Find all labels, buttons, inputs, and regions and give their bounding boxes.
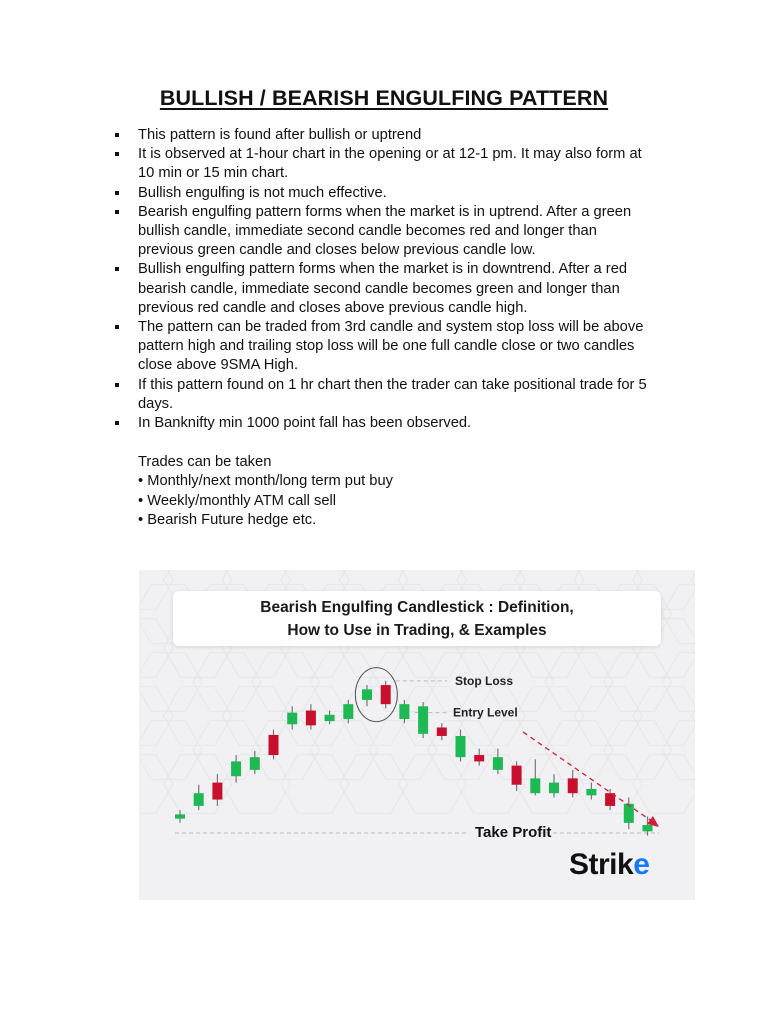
- hexagon-pattern: [139, 570, 173, 609]
- hexagon-pattern: [662, 653, 695, 712]
- bullet-marker: [115, 421, 119, 425]
- candle: [194, 785, 204, 810]
- trade-item: • Monthly/next month/long term put buy: [138, 473, 393, 490]
- candle: [343, 700, 353, 723]
- candle-body: [586, 789, 596, 795]
- bullet-line: previous red candle and closes above previous candle high.: [138, 299, 528, 316]
- bullet-line: bearish candle, immediate second candle becomes green and longer than: [138, 280, 620, 297]
- candle-body: [306, 711, 316, 726]
- candle-body: [362, 689, 372, 700]
- bullet-item: [115, 376, 685, 414]
- candle-body: [269, 735, 279, 755]
- hexagon-pattern: [369, 653, 437, 712]
- bullet-marker: [115, 133, 119, 137]
- candle: [287, 706, 297, 729]
- bullet-item: [115, 318, 685, 376]
- hexagon-pattern: [516, 687, 584, 746]
- candle-body: [474, 755, 484, 761]
- candle-body: [343, 704, 353, 719]
- candle-body: [437, 727, 447, 735]
- hexagon-pattern: [164, 687, 232, 746]
- candle: [512, 761, 522, 791]
- hexagon-pattern: [603, 653, 671, 712]
- bullet-line: It is observed at 1-hour chart in the opening or at 12-1 pm. It may also form at: [138, 146, 642, 163]
- hexagon-pattern: [222, 687, 290, 746]
- bearish-engulfing-infographic: [139, 570, 695, 900]
- candle-body: [549, 783, 559, 794]
- candle: [474, 749, 484, 766]
- brand-part: k: [617, 848, 634, 881]
- bullet-item: [115, 203, 685, 261]
- candle: [605, 789, 615, 810]
- entry-level-label: Entry Level: [453, 705, 518, 720]
- bullet-line: If this pattern found on 1 hr chart then the trader can take positional trade for 5: [138, 376, 647, 393]
- hexagon-pattern: [662, 721, 695, 780]
- candle: [456, 730, 466, 762]
- bullet-item: [115, 414, 685, 433]
- bullet-line: Bearish engulfing pattern forms when the market is in uptrend. After a green: [138, 203, 632, 220]
- candle-body: [568, 778, 578, 793]
- hexagon-pattern: [252, 721, 320, 780]
- candle-body: [231, 761, 241, 776]
- bullet-line: Bullish engulfing is not much effective.: [138, 184, 387, 201]
- hexagon-pattern: [310, 653, 378, 712]
- candle: [624, 797, 634, 829]
- bullet-item: [115, 260, 685, 318]
- bullet-marker: [115, 267, 119, 271]
- hexagon-pattern: [139, 687, 173, 746]
- hexagon-pattern: [193, 721, 261, 780]
- candle: [437, 723, 447, 740]
- bullet-line: In Banknifty min 1000 point fall has been observed.: [138, 415, 472, 432]
- bullet-marker: [115, 325, 119, 329]
- bullet-line: This pattern is found after bullish or uptrend: [138, 127, 422, 143]
- hexagon-pattern: [545, 653, 613, 712]
- trade-item: • Weekly/monthly ATM call sell: [138, 492, 337, 509]
- bullet-item: [115, 126, 685, 145]
- bullet-line: days.: [138, 395, 174, 412]
- bullet-line: previous green candle and closes below previous candle low.: [138, 242, 536, 259]
- hexagon-pattern: [574, 687, 642, 746]
- bullet-list: [115, 126, 685, 433]
- candle: [549, 774, 559, 797]
- candle: [418, 702, 428, 738]
- candle-body: [399, 704, 409, 719]
- hexagon-pattern: [252, 653, 320, 712]
- candle-body: [194, 793, 204, 806]
- bullet-line: The pattern can be traded from 3rd candle and system stop loss will be above: [138, 319, 644, 336]
- candle-body: [325, 715, 335, 721]
- bullet-line: bullish candle, immediate second candle becomes red and longer than: [138, 223, 597, 240]
- infographic-title-card: [173, 591, 661, 646]
- candle-body: [493, 757, 503, 770]
- candle: [175, 810, 185, 823]
- take-profit-label: Take Profit: [475, 824, 552, 841]
- candle: [306, 704, 316, 729]
- hexagon-pattern: [603, 721, 671, 780]
- hexagon-pattern: [310, 721, 378, 780]
- candle-body: [512, 766, 522, 785]
- bullet-line: Bullish engulfing pattern forms when the market is in downtrend. After a red: [138, 261, 628, 278]
- hexagon-pattern: [139, 755, 173, 814]
- brand-accent: e: [633, 848, 650, 881]
- hexagon-pattern: [692, 619, 696, 678]
- candle-body: [175, 814, 185, 818]
- bullet-line: pattern high and trailing stop loss will be one full candle close or two candles: [138, 338, 635, 355]
- candle-body: [643, 825, 653, 831]
- bullet-marker: [115, 191, 119, 195]
- candle: [269, 730, 279, 760]
- hexagon-pattern: [692, 755, 696, 814]
- candle: [586, 783, 596, 800]
- candle-body: [530, 778, 540, 793]
- candle-body: [212, 783, 222, 800]
- hexagon-pattern: [692, 687, 696, 746]
- hexagon-pattern: [692, 570, 696, 609]
- candle: [212, 774, 222, 806]
- hexagon-pattern: [662, 585, 695, 644]
- candle: [568, 770, 578, 798]
- hexagon-pattern: [398, 755, 466, 814]
- candle: [231, 755, 241, 783]
- page-title: BULLISH / BEARISH ENGULFING PATTERN: [159, 86, 609, 110]
- bullet-line: 10 min or 15 min chart.: [138, 165, 289, 182]
- candle: [362, 685, 372, 706]
- candle-body: [381, 685, 391, 704]
- candle-body: [250, 757, 260, 770]
- candle-body: [624, 804, 634, 823]
- trades-heading: Trades can be taken: [138, 454, 272, 470]
- candle-body: [456, 736, 466, 757]
- trade-item: • Bearish Future hedge etc.: [138, 512, 317, 529]
- hexagon-pattern: [193, 653, 261, 712]
- bullet-item: [115, 145, 685, 183]
- hexagon-pattern: [139, 619, 173, 678]
- trades-section: [138, 453, 393, 531]
- bullet-marker: [115, 152, 119, 156]
- candle-body: [287, 713, 297, 725]
- hexagon-pattern: [340, 755, 408, 814]
- infographic-title-line1: Bearish Engulfing Candlestick : Definition,: [260, 599, 574, 616]
- stop-loss-label: Stop Loss: [455, 673, 514, 688]
- infographic-title-line2: How to Use in Trading, & Examples: [287, 622, 547, 639]
- bullet-marker: [115, 383, 119, 387]
- candle-body: [418, 706, 428, 734]
- brand-part: Stri: [569, 848, 618, 881]
- strike-logo: [569, 848, 649, 882]
- bullet-line: close above 9SMA High.: [138, 357, 299, 374]
- hexagon-pattern: [281, 755, 349, 814]
- bullet-marker: [115, 210, 119, 214]
- bullet-item: [115, 184, 685, 203]
